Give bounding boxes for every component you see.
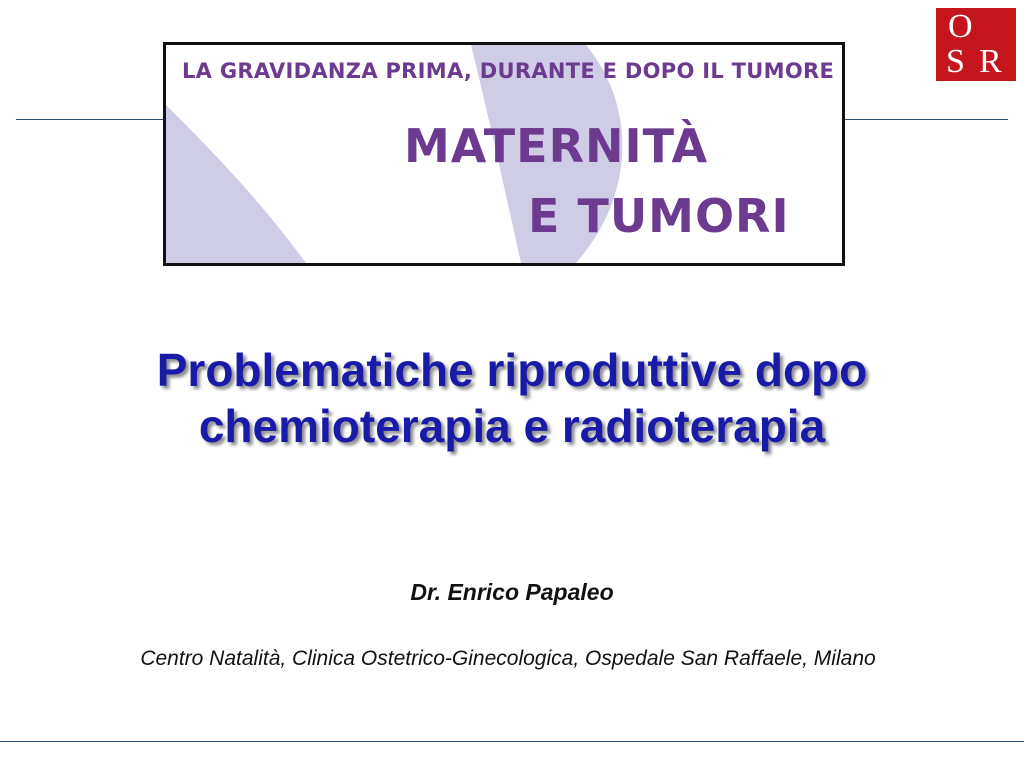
top-rule-left [16,119,166,120]
author-name: Dr. Enrico Papaleo [410,579,614,605]
event-banner [163,42,845,266]
banner-title-line1: MATERNITÀ [404,119,709,173]
author-affiliation: Centro Natalità, Clinica Ostetrico-Ginecologica, Ospedale San Raffaele, Milano [140,647,876,670]
banner-subtitle: LA GRAVIDANZA PRIMA, DURANTE E DOPO IL TUMORE [182,59,835,83]
top-rule-right [845,119,1008,120]
bottom-rule [0,741,1024,742]
slide-title [0,342,1024,454]
osr-logo: O S R [936,8,1016,81]
slide-title-line1: Problematiche riproduttive dopo [156,344,868,396]
banner-title-line2: E TUMORI [528,189,790,243]
slide-title-line2: chemioterapia e radioterapia [198,400,826,452]
